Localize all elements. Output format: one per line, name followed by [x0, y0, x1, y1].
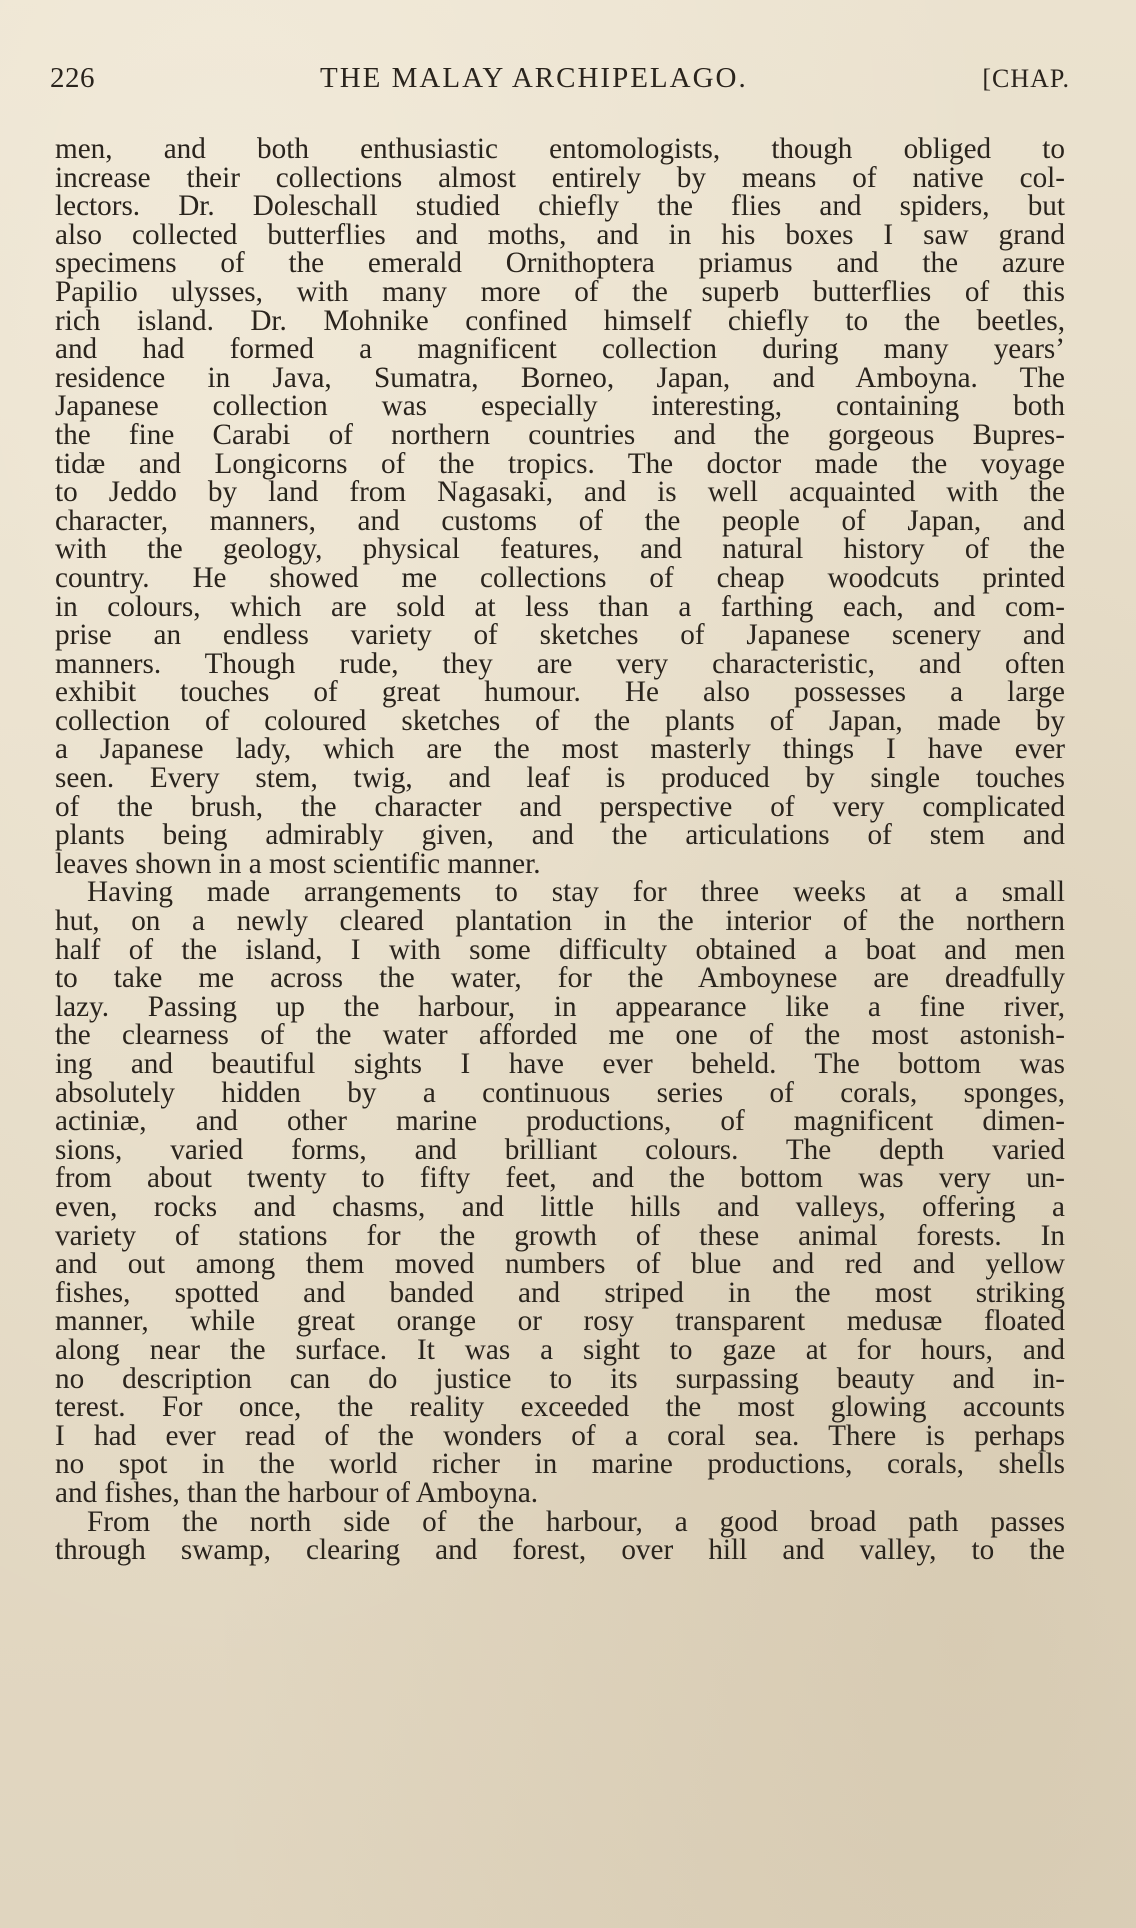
text-line: and out among them moved numbers of blue and red and yellow	[55, 1248, 1065, 1281]
chapter-label: [CHAP.	[982, 64, 1070, 93]
text-line: fishes, spotted and banded and striped in the most striking	[55, 1276, 1065, 1309]
text-line: men, and both enthusiastic entomologists, though obliged to	[55, 133, 1065, 165]
text-line: of the brush, the character and perspective of very complicated	[55, 790, 1065, 823]
text-line: Papilio ulysses, with many more of the superb butterflies of this	[55, 275, 1065, 308]
text-line: rich island. Dr. Mohnike confined himself chiefly to the beetles,	[55, 304, 1065, 337]
page-header	[50, 62, 1070, 102]
text-line: sions, varied forms, and brilliant colours. The depth varied	[55, 1133, 1065, 1166]
paragraph-end-line: and fishes, than the harbour of Amboyna.	[55, 1476, 539, 1509]
text-line: absolutely hidden by a continuous series of corals, sponges,	[55, 1076, 1065, 1109]
text-line: with the geology, physical features, and natural history of the	[55, 533, 1065, 566]
text-line: also collected butterflies and moths, and in his boxes I saw grand	[55, 218, 1065, 251]
text-line: and had formed a magnificent collection during many years’	[55, 333, 1065, 366]
text-line: lazy. Passing up the harbour, in appearance like a fine river,	[55, 990, 1065, 1023]
text-line: terest. For once, the reality exceeded the most glowing accounts	[55, 1391, 1065, 1424]
text-line: exhibit touches of great humour. He also possesses a large	[55, 676, 1065, 709]
text-line: no spot in the world richer in marine productions, corals, shells	[55, 1448, 1065, 1481]
text-line: plants being admirably given, and the articulations of stem and	[55, 819, 1065, 852]
text-line: I had ever read of the wonders of a coral sea. There is perhaps	[55, 1419, 1065, 1452]
paragraph-start-line: From the north side of the harbour, a good broad path passes	[87, 1505, 1065, 1538]
text-line: through swamp, clearing and forest, over hill and valley, to the	[55, 1534, 1065, 1567]
text-line: country. He showed me collections of cheap woodcuts printed	[55, 561, 1065, 594]
text-line: to Jeddo by land from Nagasaki, and is well acquainted with the	[55, 476, 1065, 509]
text-line: in colours, which are sold at less than a farthing each, and com-	[55, 590, 1065, 623]
text-line: increase their collections almost entirely by means of native col-	[55, 161, 1065, 194]
text-line: prise an endless variety of sketches of Japanese scenery and	[55, 619, 1065, 652]
text-line: the clearness of the water afforded me one of the most astonish-	[55, 1019, 1065, 1052]
paragraph-end-line: leaves shown in a most scientific manner.	[55, 847, 541, 880]
running-title: THE MALAY ARCHIPELAGO.	[320, 62, 748, 94]
text-line: a Japanese lady, which are the most masterly things I have ever	[55, 733, 1065, 766]
text-line: even, rocks and chasms, and little hills and valleys, offering a	[55, 1190, 1065, 1223]
paragraph-start-line: Having made arrangements to stay for three weeks at a small	[87, 876, 1065, 909]
text-line: manner, while great orange or rosy transparent medusæ floated	[55, 1305, 1065, 1338]
text-line: manners. Though rude, they are very characteristic, and often	[55, 647, 1065, 680]
text-line: character, manners, and customs of the people of Japan, and	[55, 504, 1065, 537]
text-line: Japanese collection was especially interesting, containing both	[55, 390, 1065, 423]
body-text	[55, 135, 1065, 1565]
text-line: tidæ and Longicorns of the tropics. The doctor made the voyage	[55, 447, 1065, 480]
text-line: collection of coloured sketches of the plants of Japan, made by	[55, 704, 1065, 737]
text-line: along near the surface. It was a sight to gaze at for hours, and	[55, 1333, 1065, 1366]
text-line: hut, on a newly cleared plantation in the interior of the northern	[55, 905, 1065, 938]
text-line: from about twenty to fifty feet, and the bottom was very un-	[55, 1162, 1065, 1195]
text-line: no description can do justice to its surpassing beauty and in-	[55, 1362, 1065, 1395]
text-line: specimens of the emerald Ornithoptera priamus and the azure	[55, 247, 1065, 280]
text-line: residence in Java, Sumatra, Borneo, Japan, and Amboyna. The	[55, 361, 1065, 394]
text-line: actiniæ, and other marine productions, of magnificent dimen-	[55, 1105, 1065, 1138]
text-line: to take me across the water, for the Amboynese are dreadfully	[55, 962, 1065, 995]
text-line: variety of stations for the growth of these animal forests. In	[55, 1219, 1065, 1252]
text-line: lectors. Dr. Doleschall studied chiefly the flies and spiders, but	[55, 190, 1065, 223]
text-line: the fine Carabi of northern countries and the gorgeous Bupres-	[55, 418, 1065, 451]
page-number: 226	[50, 62, 95, 94]
text-line: ing and beautiful sights I have ever beheld. The bottom was	[55, 1048, 1065, 1080]
text-line: seen. Every stem, twig, and leaf is produced by single touches	[55, 762, 1065, 795]
text-line: half of the island, I with some difficulty obtained a boat and men	[55, 933, 1065, 966]
